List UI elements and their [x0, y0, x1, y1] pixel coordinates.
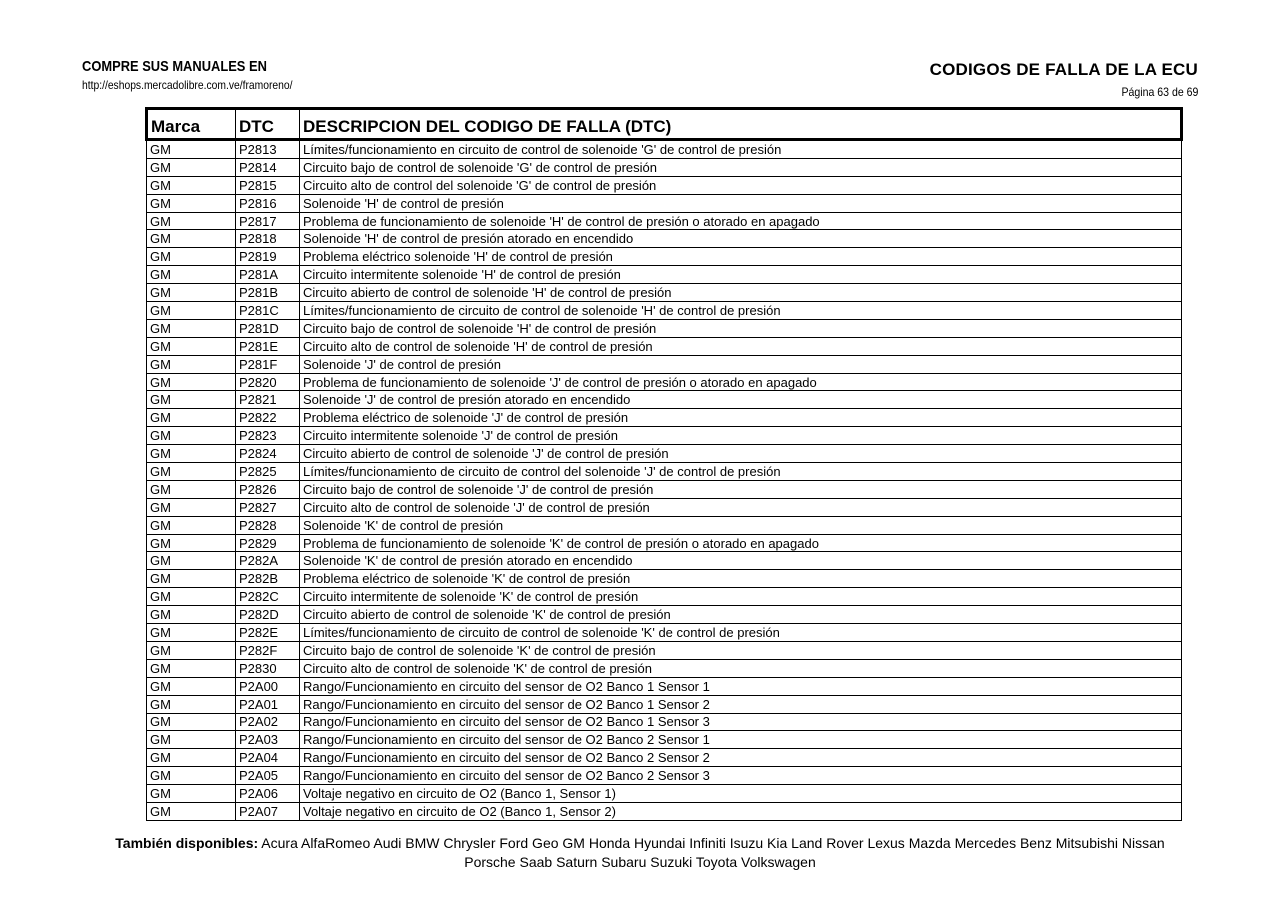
cell-descripcion: Circuito abierto de control de solenoide 'J' de control de presión — [300, 445, 1182, 463]
cell-marca: GM — [147, 534, 236, 552]
cell-marca: GM — [147, 552, 236, 570]
cell-descripcion: Solenoide 'K' de control de presión atorado en encendido — [300, 552, 1182, 570]
cell-dtc: P2820 — [236, 373, 300, 391]
cell-dtc: P281C — [236, 302, 300, 320]
cell-dtc: P2815 — [236, 176, 300, 194]
cell-dtc: P2A01 — [236, 695, 300, 713]
cell-dtc: P2824 — [236, 445, 300, 463]
cell-descripcion: Rango/Funcionamiento en circuito del sensor de O2 Banco 1 Sensor 2 — [300, 695, 1182, 713]
cell-descripcion: Circuito abierto de control de solenoide 'H' de control de presión — [300, 284, 1182, 302]
column-header-marca: Marca — [147, 109, 236, 140]
cell-dtc: P2822 — [236, 409, 300, 427]
table-row — [147, 534, 1182, 552]
table-row — [147, 606, 1182, 624]
table-row — [147, 230, 1182, 248]
cell-marca: GM — [147, 588, 236, 606]
cell-descripcion: Rango/Funcionamiento en circuito del sensor de O2 Banco 2 Sensor 1 — [300, 731, 1182, 749]
cell-marca: GM — [147, 785, 236, 803]
cell-marca: GM — [147, 480, 236, 498]
table-row — [147, 409, 1182, 427]
table-row — [147, 695, 1182, 713]
cell-descripcion: Voltaje negativo en circuito de O2 (Banco 1, Sensor 1) — [300, 785, 1182, 803]
cell-marca: GM — [147, 731, 236, 749]
cell-marca: GM — [147, 266, 236, 284]
cell-marca: GM — [147, 767, 236, 785]
dtc-table — [145, 107, 1183, 821]
table-row — [147, 302, 1182, 320]
cell-marca: GM — [147, 140, 236, 159]
cell-dtc: P2813 — [236, 140, 300, 159]
cell-marca: GM — [147, 373, 236, 391]
cell-descripcion: Circuito bajo de control de solenoide 'J' de control de presión — [300, 480, 1182, 498]
cell-descripcion: Circuito bajo de control de solenoide 'H' de control de presión — [300, 319, 1182, 337]
cell-descripcion: Problema de funcionamiento de solenoide 'J' de control de presión o atorado en apagado — [300, 373, 1182, 391]
table-row — [147, 785, 1182, 803]
cell-dtc: P2A05 — [236, 767, 300, 785]
table-row — [147, 552, 1182, 570]
table-row — [147, 158, 1182, 176]
cell-marca: GM — [147, 463, 236, 481]
cell-descripcion: Solenoide 'H' de control de presión atorado en encendido — [300, 230, 1182, 248]
cell-descripcion: Límites/funcionamiento en circuito de control de solenoide 'G' de control de presión — [300, 140, 1182, 159]
table-header-row — [147, 109, 1182, 140]
table-row — [147, 516, 1182, 534]
cell-dtc: P282C — [236, 588, 300, 606]
cell-marca: GM — [147, 641, 236, 659]
cell-dtc: P2817 — [236, 212, 300, 230]
table-body — [147, 140, 1182, 821]
cell-descripcion: Circuito intermitente solenoide 'H' de control de presión — [300, 266, 1182, 284]
header-store-url[interactable]: http://eshops.mercadolibre.com.ve/framoreno/ — [82, 78, 293, 92]
column-header-dtc: DTC — [236, 109, 300, 140]
cell-descripcion: Problema de funcionamiento de solenoide 'K' de control de presión o atorado en apagado — [300, 534, 1182, 552]
cell-descripcion: Voltaje negativo en circuito de O2 (Banco 1, Sensor 2) — [300, 802, 1182, 820]
cell-dtc: P2A03 — [236, 731, 300, 749]
cell-marca: GM — [147, 194, 236, 212]
cell-dtc: P2A00 — [236, 677, 300, 695]
cell-dtc: P2A07 — [236, 802, 300, 820]
table-row — [147, 194, 1182, 212]
cell-marca: GM — [147, 516, 236, 534]
cell-descripcion: Rango/Funcionamiento en circuito del sensor de O2 Banco 1 Sensor 1 — [300, 677, 1182, 695]
table-row — [147, 373, 1182, 391]
cell-dtc: P2830 — [236, 659, 300, 677]
cell-descripcion: Solenoide 'J' de control de presión — [300, 355, 1182, 373]
cell-dtc: P281D — [236, 319, 300, 337]
cell-descripcion: Problema eléctrico solenoide 'H' de control de presión — [300, 248, 1182, 266]
cell-descripcion: Límites/funcionamiento de circuito de control de solenoide 'K' de control de presión — [300, 624, 1182, 642]
cell-descripcion: Límites/funcionamiento de circuito de control del solenoide 'J' de control de presión — [300, 463, 1182, 481]
column-header-descripcion: DESCRIPCION DEL CODIGO DE FALLA (DTC) — [300, 109, 1182, 140]
table-row — [147, 677, 1182, 695]
table-row — [147, 641, 1182, 659]
cell-dtc: P2825 — [236, 463, 300, 481]
cell-marca: GM — [147, 319, 236, 337]
cell-marca: GM — [147, 802, 236, 820]
table-row — [147, 212, 1182, 230]
cell-descripcion: Problema de funcionamiento de solenoide 'H' de control de presión o atorado en apagado — [300, 212, 1182, 230]
cell-dtc: P282E — [236, 624, 300, 642]
cell-marca: GM — [147, 695, 236, 713]
cell-descripcion: Circuito alto de control de solenoide 'H' de control de presión — [300, 337, 1182, 355]
cell-marca: GM — [147, 176, 236, 194]
table-row — [147, 355, 1182, 373]
cell-dtc: P2A06 — [236, 785, 300, 803]
cell-dtc: P2A02 — [236, 713, 300, 731]
cell-descripcion: Solenoide 'K' de control de presión — [300, 516, 1182, 534]
table-row — [147, 140, 1182, 159]
cell-descripcion: Límites/funcionamiento de circuito de control de solenoide 'H' de control de presión — [300, 302, 1182, 320]
cell-dtc: P2828 — [236, 516, 300, 534]
table-row — [147, 284, 1182, 302]
cell-descripcion: Circuito bajo de control de solenoide 'K' de control de presión — [300, 641, 1182, 659]
cell-dtc: P2A04 — [236, 749, 300, 767]
cell-dtc: P282B — [236, 570, 300, 588]
table-row — [147, 266, 1182, 284]
table-row — [147, 319, 1182, 337]
table-row — [147, 588, 1182, 606]
cell-marca: GM — [147, 570, 236, 588]
cell-dtc: P2818 — [236, 230, 300, 248]
cell-dtc: P2819 — [236, 248, 300, 266]
cell-dtc: P282F — [236, 641, 300, 659]
cell-marca: GM — [147, 409, 236, 427]
cell-marca: GM — [147, 606, 236, 624]
table-row — [147, 767, 1182, 785]
cell-descripcion: Circuito alto de control de solenoide 'J' de control de presión — [300, 498, 1182, 516]
table-row — [147, 337, 1182, 355]
cell-descripcion: Solenoide 'J' de control de presión atorado en encendido — [300, 391, 1182, 409]
footer-label: También disponibles: — [115, 835, 259, 851]
table-row — [147, 427, 1182, 445]
cell-dtc: P2823 — [236, 427, 300, 445]
cell-descripcion: Circuito abierto de control de solenoide 'K' de control de presión — [300, 606, 1182, 624]
page-indicator: Página 63 de 69 — [1121, 85, 1198, 99]
cell-descripcion: Rango/Funcionamiento en circuito del sensor de O2 Banco 1 Sensor 3 — [300, 713, 1182, 731]
cell-marca: GM — [147, 391, 236, 409]
cell-marca: GM — [147, 659, 236, 677]
cell-descripcion: Circuito intermitente solenoide 'J' de control de presión — [300, 427, 1182, 445]
footer-brands-line2: Porsche Saab Saturn Subaru Suzuki Toyota Volkswagen — [464, 854, 816, 870]
table-row — [147, 624, 1182, 642]
cell-marca: GM — [147, 445, 236, 463]
cell-descripcion: Circuito bajo de control de solenoide 'G' de control de presión — [300, 158, 1182, 176]
cell-dtc: P281A — [236, 266, 300, 284]
table-row — [147, 498, 1182, 516]
cell-marca: GM — [147, 337, 236, 355]
cell-marca: GM — [147, 749, 236, 767]
document-title: CODIGOS DE FALLA DE LA ECU — [929, 60, 1198, 79]
cell-descripcion: Problema eléctrico de solenoide 'K' de control de presión — [300, 570, 1182, 588]
cell-descripcion: Solenoide 'H' de control de presión — [300, 194, 1182, 212]
table-row — [147, 445, 1182, 463]
cell-dtc: P2827 — [236, 498, 300, 516]
cell-descripcion: Circuito intermitente de solenoide 'K' de control de presión — [300, 588, 1182, 606]
cell-marca: GM — [147, 498, 236, 516]
cell-dtc: P2814 — [236, 158, 300, 176]
table-row — [147, 713, 1182, 731]
table-row — [147, 659, 1182, 677]
cell-dtc: P282A — [236, 552, 300, 570]
table-row — [147, 802, 1182, 820]
cell-marca: GM — [147, 677, 236, 695]
cell-dtc: P2816 — [236, 194, 300, 212]
cell-dtc: P282D — [236, 606, 300, 624]
cell-dtc: P281E — [236, 337, 300, 355]
cell-marca: GM — [147, 212, 236, 230]
cell-descripcion: Problema eléctrico de solenoide 'J' de control de presión — [300, 409, 1182, 427]
cell-marca: GM — [147, 284, 236, 302]
table-row — [147, 463, 1182, 481]
table-row — [147, 749, 1182, 767]
cell-marca: GM — [147, 713, 236, 731]
cell-dtc: P2829 — [236, 534, 300, 552]
table-row — [147, 570, 1182, 588]
cell-marca: GM — [147, 624, 236, 642]
table-row — [147, 731, 1182, 749]
cell-marca: GM — [147, 230, 236, 248]
cell-descripcion: Rango/Funcionamiento en circuito del sensor de O2 Banco 2 Sensor 3 — [300, 767, 1182, 785]
cell-marca: GM — [147, 355, 236, 373]
cell-dtc: P2821 — [236, 391, 300, 409]
table-row — [147, 391, 1182, 409]
cell-dtc: P281B — [236, 284, 300, 302]
cell-descripcion: Circuito alto de control del solenoide 'G' de control de presión — [300, 176, 1182, 194]
cell-dtc: P281F — [236, 355, 300, 373]
table-row — [147, 176, 1182, 194]
cell-dtc: P2826 — [236, 480, 300, 498]
header-left-title: COMPRE SUS MANUALES EN — [82, 58, 267, 75]
cell-marca: GM — [147, 302, 236, 320]
cell-descripcion: Rango/Funcionamiento en circuito del sensor de O2 Banco 2 Sensor 2 — [300, 749, 1182, 767]
cell-marca: GM — [147, 158, 236, 176]
table-row — [147, 248, 1182, 266]
cell-marca: GM — [147, 248, 236, 266]
footer-brands-line1: Acura AlfaRomeo Audi BMW Chrysler Ford Geo GM Honda Hyundai Infiniti Isuzu Kia Land Rover Lexus Mazda Mercedes Benz Mitsubishi Nissan — [261, 835, 1165, 851]
cell-marca: GM — [147, 427, 236, 445]
cell-descripcion: Circuito alto de control de solenoide 'K' de control de presión — [300, 659, 1182, 677]
footer-brands — [80, 834, 1200, 872]
table-row — [147, 480, 1182, 498]
